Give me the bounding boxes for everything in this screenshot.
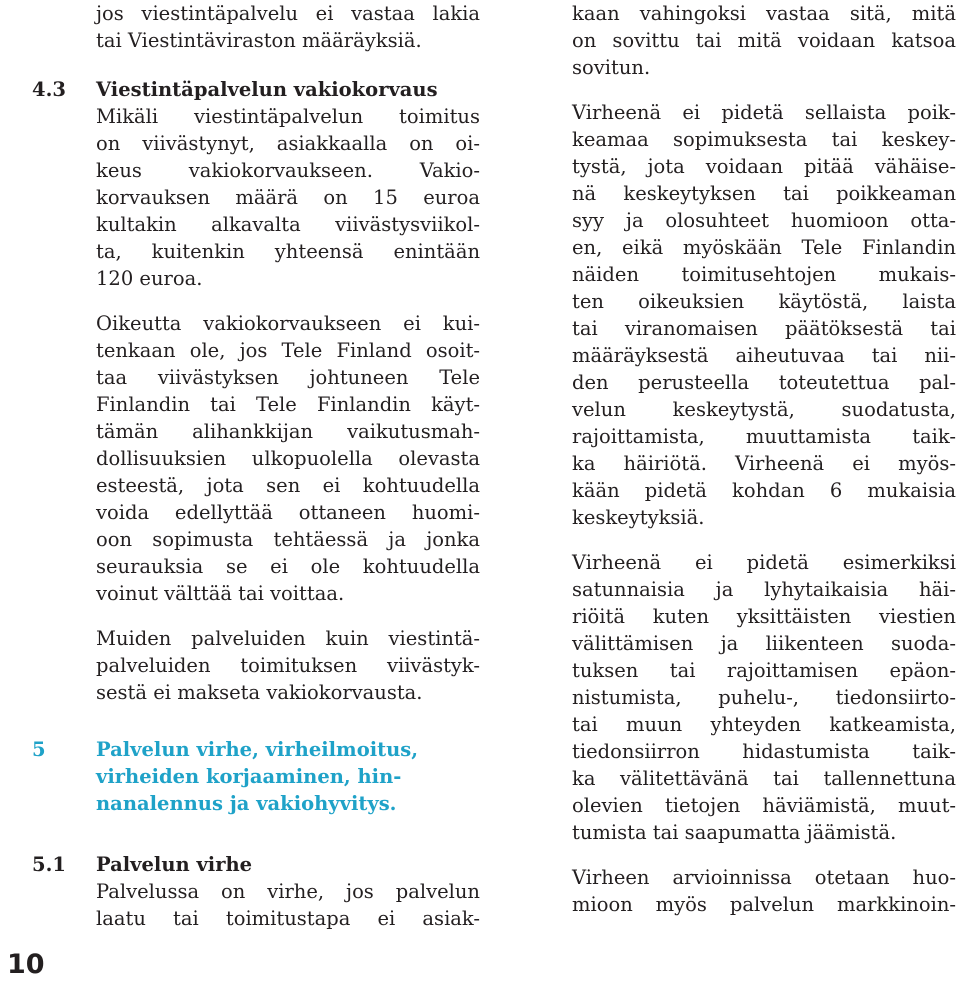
- text-line: korvauksen määrä on 15 euroa: [96, 186, 480, 209]
- paragraph: [96, 625, 480, 706]
- text-line: laatu tai toimitustapa ei asiak-: [96, 907, 480, 930]
- text-line: seurauksia se ei ole kohtuudella: [96, 555, 480, 578]
- text-line: määräyksestä aiheutuvaa tai nii-: [572, 344, 956, 367]
- page-number: 10: [7, 949, 45, 980]
- text-line: tystä, jota voidaan pitää vähäise-: [572, 155, 956, 178]
- text-line: jos viestintäpalvelu ei vastaa lakia: [96, 2, 480, 25]
- text-line: palveluiden toimituksen viivästyk-: [96, 654, 480, 677]
- text-line: keus vakiokorvaukseen. Vakio-: [96, 159, 480, 182]
- text-line: kaan vahingoksi vastaa sitä, mitä: [572, 2, 956, 25]
- text-line: taa viivästyksen johtuneen Tele: [96, 366, 480, 389]
- text-line: den perusteella toteutettua pal-: [572, 371, 956, 394]
- text-line: tiedonsiirron hidastumista taik-: [572, 740, 956, 763]
- text-line: näiden toimitusehtojen mukais-: [572, 263, 956, 286]
- section-heading: [32, 76, 480, 103]
- left-column: [32, 0, 480, 932]
- text-line: ten oikeuksien käytöstä, laista: [572, 290, 956, 313]
- text-line: olevien tietojen häviämistä, muut-: [572, 794, 956, 817]
- section-title-line: virheiden korjaaminen, hin-: [96, 765, 402, 788]
- text-line: velun keskeytystä, suodatusta,: [572, 398, 956, 421]
- text-line: rajoittamista, muuttamista taik-: [572, 425, 956, 448]
- section-heading: [32, 736, 480, 763]
- text-line: Muiden palveluiden kuin viestintä-: [96, 627, 480, 650]
- text-line: mioon myös palvelun markkinoin-: [572, 893, 956, 916]
- text-line: tai viranomaisen päätöksestä tai: [572, 317, 956, 340]
- section-number: 5: [32, 738, 46, 761]
- paragraph: [572, 99, 956, 531]
- text-line: tenkaan ole, jos Tele Finland osoit-: [96, 339, 480, 362]
- section-title: Viestintäpalvelun vakiokorvaus: [96, 78, 438, 101]
- text-line: ka häiriötä. Virheenä ei myös-: [572, 452, 956, 475]
- section-5-1: [32, 851, 480, 932]
- text-line: Virheenä ei pidetä sellaista poik-: [572, 101, 956, 124]
- text-line: sestä ei makseta vakiokorvausta.: [96, 681, 423, 704]
- text-line: nä keskeytyksen tai poikkeaman: [572, 182, 956, 205]
- text-line: Virheenä ei pidetä esimerkiksi: [572, 551, 956, 574]
- text-line: tuksen tai rajoittamisen epäon-: [572, 659, 956, 682]
- text-line: riöitä kuten yksittäisten viestien: [572, 605, 956, 628]
- section-number: 4.3: [32, 78, 66, 101]
- text-line: en, eikä myöskään Tele Finlandin: [572, 236, 956, 259]
- text-line: Palvelussa on virhe, jos palvelun: [96, 880, 480, 903]
- text-line: tai Viestintäviraston määräyksiä.: [96, 29, 422, 52]
- text-line: Virheen arvioinnissa otetaan huo-: [572, 866, 956, 889]
- text-line: kultakin alkavalta viivästysviikol-: [96, 213, 480, 236]
- text-line: keamaa sopimuksesta tai keskey-: [572, 128, 956, 151]
- paragraph: [572, 549, 956, 846]
- section-number: 5.1: [32, 853, 66, 876]
- text-line: satunnaisia ja lyhytaikaisia häi-: [572, 578, 956, 601]
- text-line: voida edellyttää ottaneen huomi-: [96, 501, 480, 524]
- paragraph: [96, 103, 480, 292]
- text-line: esteestä, jota sen ei kohtuudella: [96, 474, 480, 497]
- intro-paragraph: [96, 0, 480, 54]
- text-line: tai muun yhteyden katkeamista,: [572, 713, 956, 736]
- section-title-line: nanalennus ja vakiohyvitys.: [96, 792, 397, 815]
- right-column: [572, 0, 956, 918]
- text-line: syy ja olosuhteet huomioon otta-: [572, 209, 956, 232]
- text-line: sovitun.: [572, 56, 651, 79]
- text-line: ta, kuitenkin yhteensä enintään: [96, 240, 480, 263]
- text-line: nistumista, puhelu-, tiedonsiirto-: [572, 686, 956, 709]
- paragraph: [572, 864, 956, 918]
- paragraph: [96, 310, 480, 607]
- section-heading: [32, 851, 480, 878]
- section-title: Palvelun virhe: [96, 853, 253, 876]
- text-line: kään pidetä kohdan 6 mukaisia: [572, 479, 956, 502]
- text-line: on viivästynyt, asiakkaalla on oi-: [96, 132, 480, 155]
- paragraph: [96, 878, 480, 932]
- text-line: tämän alihankkijan vaikutusmah-: [96, 420, 480, 443]
- paragraph: [572, 0, 956, 81]
- section-title-line: Palvelun virhe, virheilmoitus,: [96, 738, 419, 761]
- text-line: oon sopimusta tehtäessä ja jonka: [96, 528, 480, 551]
- text-line: Oikeutta vakiokorvaukseen ei kui-: [96, 312, 480, 335]
- text-line: dollisuuksien ulkopuolella olevasta: [96, 447, 480, 470]
- text-line: keskeytyksiä.: [572, 506, 705, 529]
- text-line: Finlandin tai Tele Finlandin käyt-: [96, 393, 480, 416]
- text-line: voinut välttää tai voittaa.: [96, 582, 345, 605]
- section-4-3: [32, 76, 480, 706]
- text-line: Mikäli viestintäpalvelun toimitus: [96, 105, 480, 128]
- text-line: ka välitettävänä tai tallennettuna: [572, 767, 956, 790]
- text-line: tumista tai saapumatta jäämistä.: [572, 821, 897, 844]
- section-5: [32, 736, 480, 817]
- text-line: välittämisen ja liikenteen suoda-: [572, 632, 956, 655]
- text-line: 120 euroa.: [96, 267, 203, 290]
- text-line: on sovittu tai mitä voidaan katsoa: [572, 29, 956, 52]
